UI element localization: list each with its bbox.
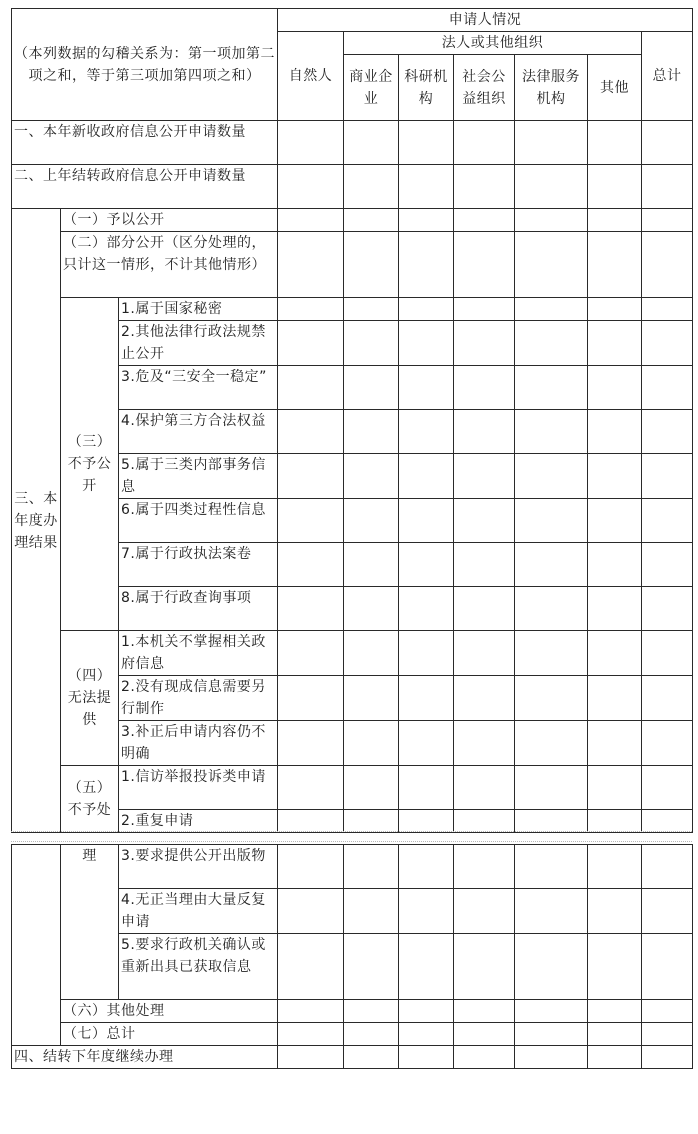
item-label: 3.要求提供公开出版物 xyxy=(119,845,278,889)
item-label: 1.属于国家秘密 xyxy=(119,298,278,321)
item-label: 8.属于行政查询事项 xyxy=(119,587,278,631)
item-label: 5.要求行政机关确认或重新出具已获取信息 xyxy=(119,934,278,1000)
header-legal-service: 法律服务机构 xyxy=(515,55,588,121)
disclosure-stats-table-part2 xyxy=(11,844,693,1069)
table-row xyxy=(12,1046,693,1069)
row-label-subtotal: （七）总计 xyxy=(61,1023,278,1046)
header-research: 科研机构 xyxy=(399,55,454,121)
table-row xyxy=(12,766,693,810)
item-label: 4.保护第三方合法权益 xyxy=(119,410,278,454)
row-label-processing-results: 三、本年度办理结果 xyxy=(12,209,61,833)
item-label: 5.属于三类内部事务信息 xyxy=(119,454,278,499)
item-label: 2.没有现成信息需要另行制作 xyxy=(119,676,278,721)
item-label: 2.重复申请 xyxy=(119,810,278,833)
table-row xyxy=(12,1023,693,1046)
row-label-new-applications: 一、本年新收政府信息公开申请数量 xyxy=(12,121,278,165)
table-row xyxy=(12,1000,693,1023)
header-public-welfare: 社会公益组织 xyxy=(454,55,515,121)
item-label: 4.无正当理由大量反复申请 xyxy=(119,889,278,934)
header-other: 其他 xyxy=(588,55,642,121)
header-business: 商业企业 xyxy=(344,55,399,121)
row-label-not-disclosed: （三）不予公开 xyxy=(61,298,119,631)
header-applicant-situation: 申请人情况 xyxy=(278,9,693,32)
item-label: 1.信访举报投诉类申请 xyxy=(119,766,278,810)
header-legal-or-other: 法人或其他组织 xyxy=(344,32,642,55)
row-label-carry-forward: 四、结转下年度继续办理 xyxy=(12,1046,278,1069)
table-row xyxy=(12,165,693,209)
table-row xyxy=(12,631,693,676)
row-label-carried-over: 二、上年结转政府信息公开申请数量 xyxy=(12,165,278,209)
header-total: 总计 xyxy=(642,32,693,121)
table-row xyxy=(12,232,693,298)
page-break xyxy=(11,829,692,844)
item-label: 2.其他法律行政法规禁止公开 xyxy=(119,321,278,366)
row-label-partial-disclosure: （二）部分公开（区分处理的，只计这一情形，不计其他情形） xyxy=(61,232,278,298)
header-natural-person: 自然人 xyxy=(278,32,344,121)
item-label: 3.危及“三安全一稳定” xyxy=(119,366,278,410)
row-label-not-processed: （五）不予处 xyxy=(61,766,119,833)
disclosure-stats-table-part1 xyxy=(11,8,693,833)
row-label-other-handling: （六）其他处理 xyxy=(61,1000,278,1023)
row-label-not-processed-cont: 理 xyxy=(61,845,119,1000)
row-label-unable-to-provide: （四）无法提供 xyxy=(61,631,119,766)
table-row xyxy=(12,298,693,321)
item-label: 1.本机关不掌握相关政府信息 xyxy=(119,631,278,676)
item-label: 6.属于四类过程性信息 xyxy=(119,499,278,543)
table-row xyxy=(12,209,693,232)
table-row xyxy=(12,121,693,165)
header-note: （本列数据的勾稽关系为：第一项加第二项之和，等于第三项加第四项之和） xyxy=(12,9,278,121)
row-label-disclosed: （一）予以公开 xyxy=(61,209,278,232)
item-label: 7.属于行政执法案卷 xyxy=(119,543,278,587)
table-row xyxy=(12,845,693,889)
item-label: 3.补正后申请内容仍不明确 xyxy=(119,721,278,766)
